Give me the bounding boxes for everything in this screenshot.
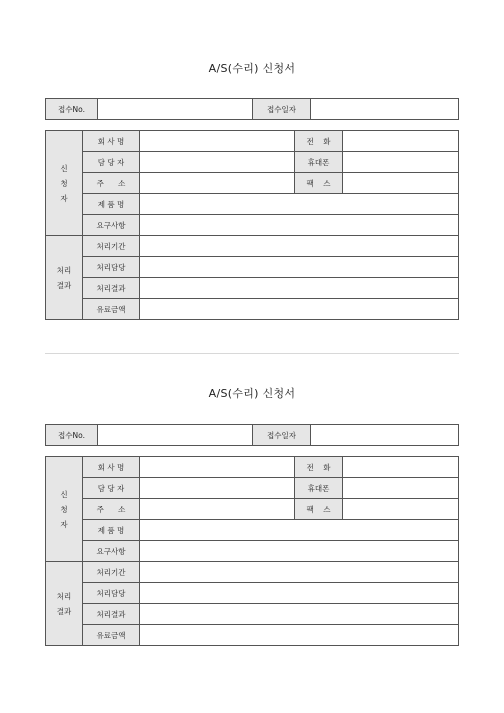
mobile-label: 휴대폰 (295, 152, 343, 173)
handler-field[interactable] (140, 257, 459, 278)
period-field[interactable] (140, 562, 459, 583)
product-label: 제 품 명 (83, 520, 140, 541)
fee-label: 유료금액 (83, 625, 140, 646)
product-field[interactable] (140, 194, 459, 215)
receipt-table (45, 424, 459, 446)
request-label: 요구사항 (83, 541, 140, 562)
fee-field[interactable] (140, 299, 459, 320)
receipt-no-field[interactable] (98, 99, 253, 120)
product-label: 제 품 명 (83, 194, 140, 215)
fax-field[interactable] (343, 499, 459, 520)
manager-label: 담 당 자 (83, 478, 140, 499)
outcome-field[interactable] (140, 278, 459, 299)
fax-label: 팩 스 (295, 173, 343, 194)
application-table (45, 456, 459, 646)
mobile-label: 휴대폰 (295, 478, 343, 499)
address-field[interactable] (140, 173, 295, 194)
period-label: 처리기간 (83, 562, 140, 583)
receipt-no-field[interactable] (98, 425, 253, 446)
company-field[interactable] (140, 457, 295, 478)
form-title: A/S(수리) 신청서 (208, 387, 296, 400)
company-field[interactable] (140, 131, 295, 152)
handler-field[interactable] (140, 583, 459, 604)
phone-field[interactable] (343, 457, 459, 478)
fee-field[interactable] (140, 625, 459, 646)
receipt-no-label: 접수No. (46, 425, 98, 446)
applicant-section-label: 신 청 자 (46, 457, 83, 562)
receipt-date-field[interactable] (311, 425, 459, 446)
request-label: 요구사항 (83, 215, 140, 236)
phone-label: 전 화 (295, 457, 343, 478)
company-label: 회 사 명 (83, 457, 140, 478)
mobile-field[interactable] (343, 152, 459, 173)
mobile-field[interactable] (343, 478, 459, 499)
fax-label: 팩 스 (295, 499, 343, 520)
receipt-no-label: 접수No. (46, 99, 98, 120)
result-section-label: 처리 결과 (46, 236, 83, 320)
receipt-date-field[interactable] (311, 99, 459, 120)
outcome-label: 처리결과 (83, 604, 140, 625)
manager-field[interactable] (140, 478, 295, 499)
period-field[interactable] (140, 236, 459, 257)
fee-label: 유료금액 (83, 299, 140, 320)
company-label: 회 사 명 (83, 131, 140, 152)
receipt-date-label: 접수일자 (253, 425, 311, 446)
phone-label: 전 화 (295, 131, 343, 152)
receipt-date-label: 접수일자 (253, 99, 311, 120)
outcome-field[interactable] (140, 604, 459, 625)
period-label: 처리기간 (83, 236, 140, 257)
application-table (45, 130, 459, 320)
product-field[interactable] (140, 520, 459, 541)
address-label: 주 소 (83, 173, 140, 194)
phone-field[interactable] (343, 131, 459, 152)
manager-field[interactable] (140, 152, 295, 173)
applicant-section-label: 신 청 자 (46, 131, 83, 236)
request-field[interactable] (140, 215, 459, 236)
fax-field[interactable] (343, 173, 459, 194)
handler-label: 처리담당 (83, 583, 140, 604)
request-field[interactable] (140, 541, 459, 562)
handler-label: 처리담당 (83, 257, 140, 278)
receipt-table (45, 98, 459, 120)
address-label: 주 소 (83, 499, 140, 520)
result-section-label: 처리 결과 (46, 562, 83, 646)
address-field[interactable] (140, 499, 295, 520)
page-divider (45, 353, 459, 354)
outcome-label: 처리결과 (83, 278, 140, 299)
manager-label: 담 당 자 (83, 152, 140, 173)
form-title: A/S(수리) 신청서 (208, 62, 296, 75)
